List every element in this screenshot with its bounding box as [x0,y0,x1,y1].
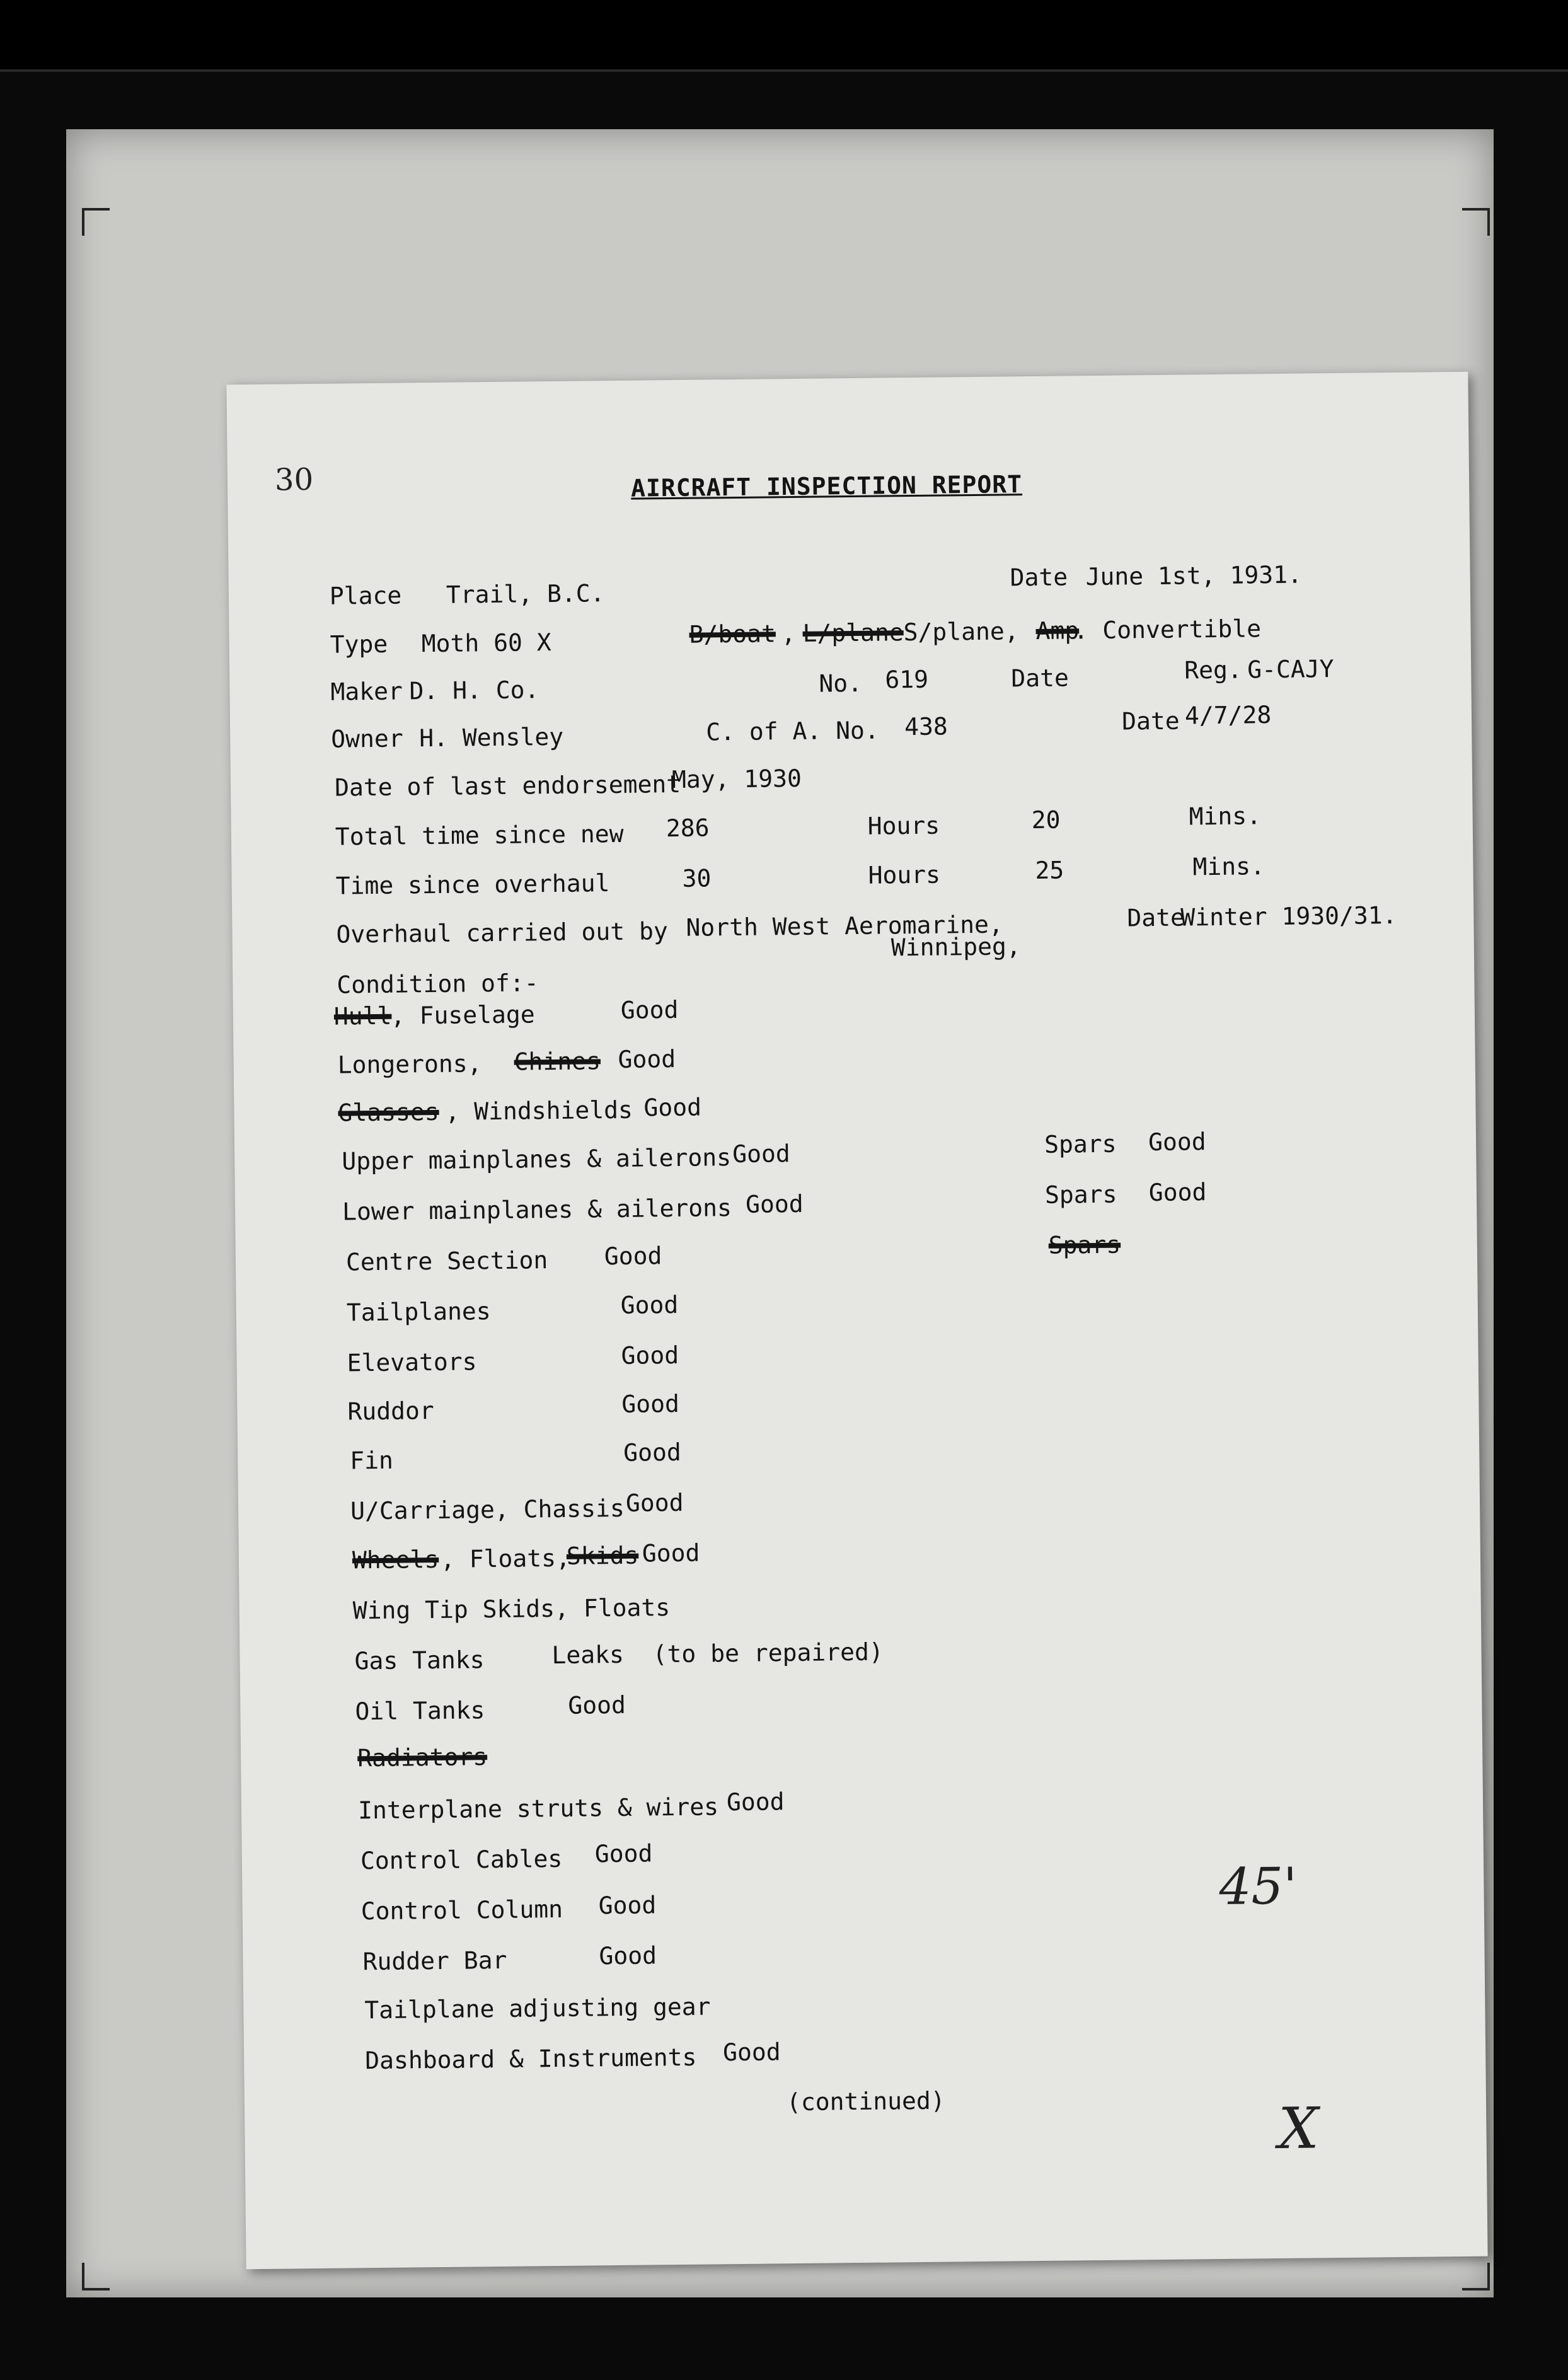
class-struck-1: B/boat [689,620,776,649]
overhaul-time-hours-label: Hours [868,860,941,889]
wheels-struck: Wheels [352,1545,439,1574]
glasses-struck: Glasses [338,1097,439,1127]
serial-value: 619 [885,665,929,694]
corner-bracket-bl [82,2263,110,2290]
overhaul-by-city: Winnipeg, [891,932,1021,962]
owner-label: Owner [331,724,403,753]
corner-bracket-tl [82,208,110,236]
centre-section-label: Centre Section [345,1246,548,1276]
certificate-date-label: Date [1121,707,1180,736]
elevators-label: Elevators [347,1348,477,1377]
overhaul-time-mins: 25 [1035,856,1064,885]
wing-tip-label: Wing Tip Skids, Floats [352,1593,671,1625]
overhaul-time-mins-label: Mins. [1192,852,1265,881]
place-label: Place [329,581,402,610]
floats-value: Good [642,1539,700,1568]
lower-spars-label: Spars [1044,1180,1117,1209]
film-edge [0,0,1568,72]
overhaul-by-value: North West Aeromarine, [686,910,1003,942]
fin-value: Good [623,1438,681,1467]
registration-label: Reg. [1184,656,1242,685]
corner-bracket-br [1462,2263,1490,2290]
date-label: Date [1010,563,1068,592]
maker-label: Maker [330,677,403,706]
class-comma-1: , [781,619,796,648]
endorsement-label: Date of last endorsement [334,770,681,802]
maker-value: D. H. Co. [409,676,539,705]
fin-label: Fin [350,1446,394,1475]
oil-tanks-label: Oil Tanks [355,1696,485,1726]
certificate-value: 438 [904,712,948,741]
interplane-label: Interplane struts & wires [357,1793,719,1825]
endorsement-value: May, 1930 [671,764,802,794]
control-cables-value: Good [594,1839,653,1868]
corner-bracket-tr [1462,208,1490,236]
date-value: June 1st, 1931. [1085,560,1303,591]
centre-section-value: Good [604,1242,662,1271]
chines-struck: Chines [514,1047,601,1076]
control-column-label: Control Column [360,1895,563,1926]
page-number: 30 [274,461,314,498]
tailplanes-label: Tailplanes [346,1297,491,1327]
inspection-report-page [226,372,1487,2269]
overhaul-date-value: Winter 1930/31. [1180,901,1397,932]
lower-spars-value: Good [1148,1178,1207,1207]
oil-tanks-value: Good [568,1690,626,1719]
gas-tanks-value: Leaks (to be repaired) [551,1638,884,1670]
tailplanes-value: Good [620,1290,679,1319]
overhaul-by-label: Overhaul carried out by [336,917,668,949]
total-time-mins-label: Mins. [1189,802,1262,831]
owner-value: H. Wensley [419,722,564,753]
lower-mainplanes-label: Lower mainplanes & ailerons [342,1194,732,1226]
total-time-mins: 20 [1031,806,1061,835]
overhaul-time-label: Time since overhaul [335,869,610,900]
floats-label: , Floats, [440,1544,571,1573]
type-label: Type [330,630,388,659]
total-time-hours-label: Hours [867,811,940,840]
tailplane-gear-label: Tailplane adjusting gear [364,1992,711,2025]
lower-mainplanes-value: Good [745,1189,804,1218]
report-title: AIRCRAFT INSPECTION REPORT [630,470,1023,502]
total-time-hours: 286 [666,814,710,843]
fuselage-label: , Fuselage [390,1000,535,1030]
certificate-label: C. of A. No. [705,716,879,746]
overhaul-time-hours: 30 [682,864,712,893]
class-convertible: . Convertible [1073,615,1262,645]
dashboard-label: Dashboard & Instruments [365,2043,697,2075]
rudder-value: Good [621,1389,680,1418]
longerons-label: Longerons, [337,1049,482,1079]
condition-heading: Condition of:- [337,969,539,999]
skids-struck: Skids [566,1541,639,1570]
control-cables-label: Control Cables [360,1844,563,1875]
upper-mainplanes-value: Good [732,1140,790,1169]
longerons-value: Good [618,1044,676,1073]
upper-spars-value: Good [1148,1128,1206,1157]
dashboard-value: Good [722,2038,781,2067]
gas-tanks-label: Gas Tanks [354,1646,485,1675]
upper-mainplanes-label: Upper mainplanes & ailerons [342,1143,732,1176]
undercarriage-value: Good [625,1488,684,1517]
fuselage-value: Good [620,995,679,1024]
elevators-value: Good [621,1341,679,1370]
class-struck-2: L/plane [802,618,904,647]
windshields-value: Good [643,1093,702,1122]
rudder-bar-label: Rudder Bar [362,1946,507,1976]
control-column-value: Good [598,1891,657,1920]
rudder-bar-value: Good [599,1941,657,1970]
hull-struck: Hull [333,1002,392,1031]
undercarriage-label: U/Carriage, Chassis [350,1494,625,1525]
centre-spars-struck: Spars [1048,1230,1121,1259]
type-value: Moth 60 X [421,628,551,658]
serial-label: No. [819,669,863,698]
radiators-struck: Radiators [357,1743,488,1772]
maker-date-label: Date [1011,664,1069,693]
total-time-label: Total time since new [335,819,624,851]
handwritten-note: 45' [1218,1856,1298,1917]
registration-value: G-CAJY [1247,655,1334,684]
class-s-plane: S/plane, [903,617,1019,647]
interplane-value: Good [726,1788,785,1817]
handwritten-x-mark: X [1277,2095,1320,2163]
windshields-label: , Windshields [445,1095,633,1126]
upper-spars-label: Spars [1044,1129,1117,1158]
class-struck-3: Amp [1035,616,1080,645]
continued-note: (continued) [786,2086,945,2117]
overhaul-date-label: Date [1127,903,1185,932]
rudder-label: Ruddor [347,1397,434,1426]
certificate-date-value: 4/7/28 [1184,701,1272,730]
place-value: Trail, B.C. [446,579,605,609]
